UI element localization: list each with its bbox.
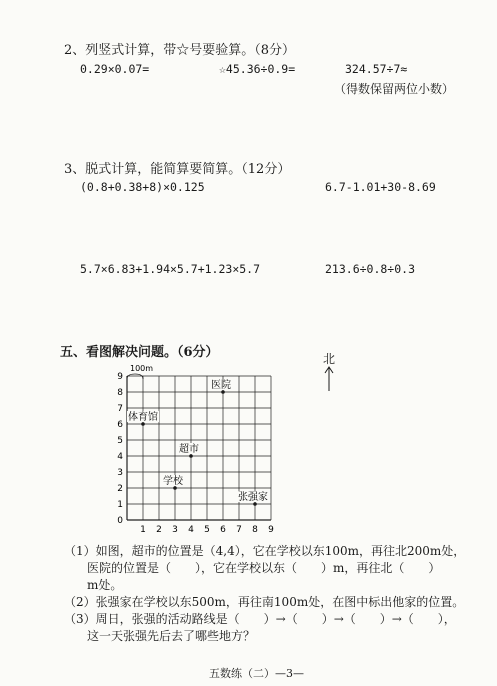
y-tick-label: 1 bbox=[117, 500, 123, 510]
x-tick-label: 2 bbox=[156, 525, 162, 535]
q1-line-2: 医院的位置是（ ），它在学校以东（ ）m，再往北（ ） bbox=[87, 561, 441, 575]
q2-heading: 2、列竖式计算，带☆号要验算。（8分） bbox=[64, 43, 296, 58]
q3-line-1: （3）周日，张强的活动路线是（ ）→（ ）→（ ）→（ ）， bbox=[64, 612, 456, 626]
y-tick-label: 0 bbox=[117, 516, 123, 526]
x-tick-label: 5 bbox=[204, 525, 210, 535]
y-tick-label: 8 bbox=[117, 388, 123, 398]
north-arrow-icon bbox=[323, 365, 335, 393]
q2-expr-2: ☆45.36÷0.9= bbox=[219, 62, 296, 76]
q3-expr-3: 5.7×6.83+1.94×5.7+1.23×5.7 bbox=[80, 262, 261, 276]
x-tick-label: 8 bbox=[252, 525, 258, 535]
sec5-heading: 五、看图解决问题。（6分） bbox=[60, 345, 219, 360]
x-tick-label: 6 bbox=[220, 525, 226, 535]
x-tick-label: 4 bbox=[188, 525, 194, 535]
coordinate-grid bbox=[108, 362, 298, 542]
place-label: 张强家 bbox=[238, 492, 268, 503]
q2-expr-3: 324.57÷7≈ bbox=[345, 62, 408, 76]
q1-line-1: （1）如图，超市的位置是（4,4），它在学校以东100m，再往北200m处， bbox=[64, 544, 466, 558]
y-tick-label: 5 bbox=[117, 436, 123, 446]
place-label: 体育馆 bbox=[128, 412, 158, 423]
y-tick-label: 6 bbox=[117, 420, 123, 430]
y-tick-label: 3 bbox=[117, 468, 123, 478]
q1-line-3: m处。 bbox=[87, 578, 123, 592]
x-tick-label: 3 bbox=[172, 525, 178, 535]
x-tick-label: 9 bbox=[268, 525, 274, 535]
y-tick-label: 2 bbox=[117, 484, 123, 494]
place-label: 超市 bbox=[179, 444, 199, 455]
y-tick-label: 4 bbox=[117, 452, 123, 462]
q2-expr-1: 0.29×0.07= bbox=[80, 62, 150, 76]
scale-label: 100m bbox=[130, 364, 154, 373]
y-tick-label: 9 bbox=[117, 372, 123, 382]
north-label: 北 bbox=[323, 352, 336, 366]
x-tick-label: 1 bbox=[140, 525, 146, 535]
q3-expr-4: 213.6÷0.8÷0.3 bbox=[325, 262, 416, 276]
x-tick-label: 7 bbox=[236, 525, 242, 535]
q3-line-2: 这一天张强先后去了哪些地方？ bbox=[87, 629, 256, 643]
scale-brace bbox=[127, 374, 143, 379]
place-label: 学校 bbox=[163, 476, 183, 487]
q2-note: （得数保留两位小数） bbox=[334, 82, 455, 96]
q3-heading: 3、脱式计算，能简算要简算。（12分） bbox=[64, 162, 291, 177]
q3-expr-1: (0.8+0.38+8)×0.125 bbox=[80, 180, 205, 194]
q2-map-question: （2）张强家在学校以东500m，再往南100m处，在图中标出他家的位置。 bbox=[64, 595, 465, 609]
page-footer: 五数练（二）—3— bbox=[209, 667, 304, 680]
place-label: 医院 bbox=[211, 380, 231, 391]
y-tick-label: 7 bbox=[117, 404, 123, 414]
q3-expr-2: 6.7-1.01+30-8.69 bbox=[325, 180, 436, 194]
